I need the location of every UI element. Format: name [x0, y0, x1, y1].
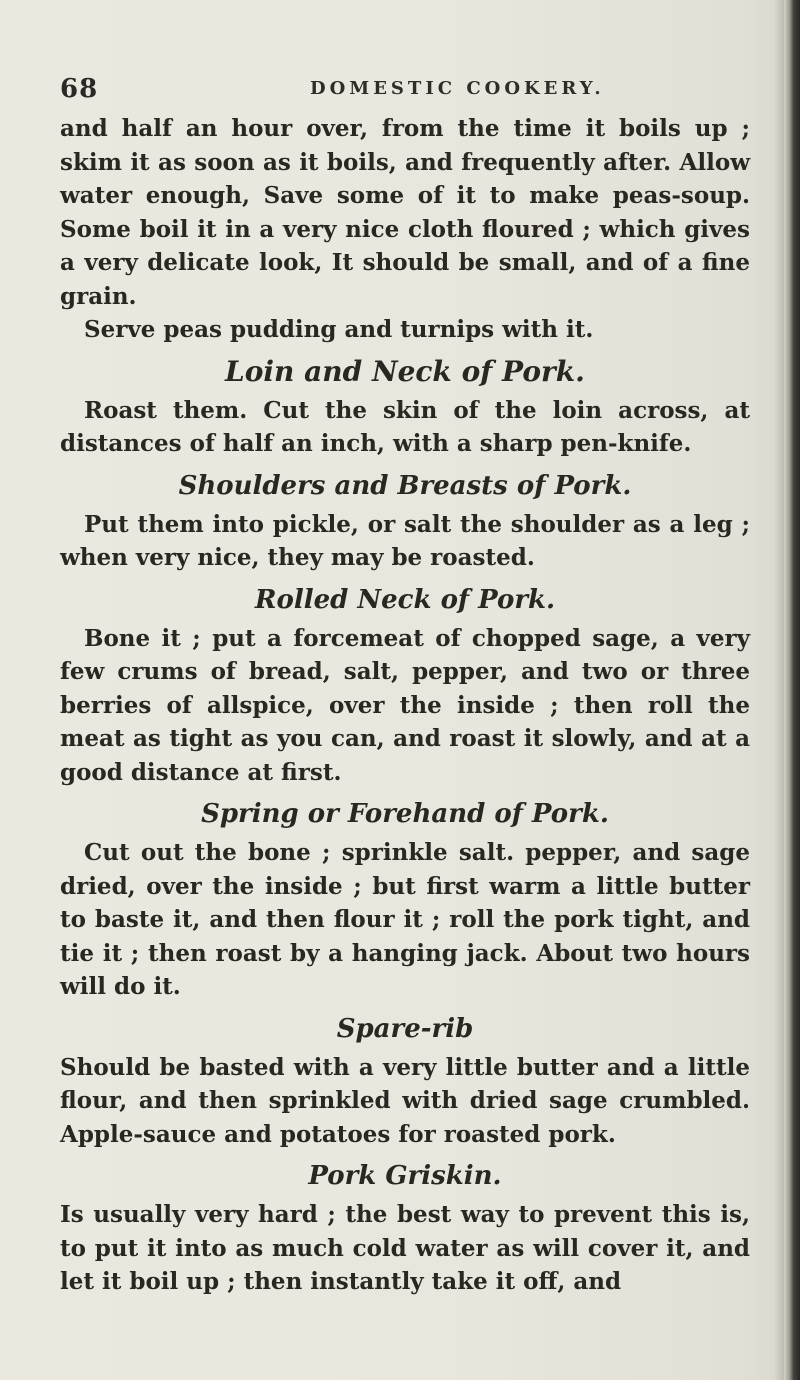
- section-heading: Loin and Neck of Pork.: [225, 354, 585, 388]
- page-number: 68: [60, 74, 99, 104]
- section-spare-rib: [60, 1012, 750, 1152]
- paragraph: Roast them. Cut the skin of the loin across, at distances of half an inch, with a sharp pen-knife.: [60, 396, 750, 457]
- page-edge: [784, 0, 800, 1380]
- page-header: [60, 60, 740, 102]
- section-rolled-neck: [60, 583, 750, 790]
- running-head: DOMESTIC COOKERY.: [310, 78, 605, 99]
- paragraph: and half an hour over, from the time it boils up ; skim it as soon as it boils, and frequently after. Allow water enough, Save some of it to make peas-soup. Some boil it in a very nice cloth floured ; which gives a very delicate look, It should be small, and of a fine grain.: [60, 115, 750, 310]
- section-loin-and-neck: [60, 355, 750, 461]
- page-content: [60, 112, 750, 1299]
- page-gutter-shadow: [774, 0, 784, 1380]
- paragraph: Serve peas pudding and turnips with it.: [84, 316, 594, 343]
- paragraph: Bone it ; put a forcemeat of chopped sage, a very few crums of bread, salt, pepper, and two or three berries of allspice, over the inside ; then roll the meat as tight as you can, and roast it slowly, and at a good distance at first.: [60, 624, 750, 786]
- paragraph: Should be basted with a very little butter and a little flour, and then sprinkled with dried sage crumbled. Apple-sauce and potatoes for roasted pork.: [60, 1053, 750, 1148]
- section-heading: Spare-rib: [336, 1013, 474, 1044]
- section-heading: Shoulders and Breasts of Pork.: [178, 470, 632, 501]
- section-pork-griskin: [60, 1159, 750, 1299]
- section-heading: Spring or Forehand of Pork.: [201, 799, 609, 829]
- section-spring-or-forehand: [60, 797, 750, 1004]
- paragraph: Put them into pickle, or salt the shoulder as a leg ; when very nice, they may be roasted.: [60, 510, 750, 571]
- section-opening: [60, 112, 750, 347]
- section-heading: Rolled Neck of Pork.: [254, 584, 556, 615]
- section-heading: Pork Griskin.: [308, 1161, 502, 1191]
- paragraph: Cut out the bone ; sprinkle salt. pepper, and sage dried, over the inside ; but first warm a little butter to baste it, and then flour it ; roll the pork tight, and tie it ; then roast by a hanging jack. About two hours will do it.: [60, 839, 750, 1000]
- section-shoulders-and-breasts: [60, 469, 750, 575]
- paragraph: Is usually very hard ; the best way to prevent this is, to put it into as much cold water as will cover it, and let it boil up ; then instantly take it off, and: [60, 1201, 750, 1295]
